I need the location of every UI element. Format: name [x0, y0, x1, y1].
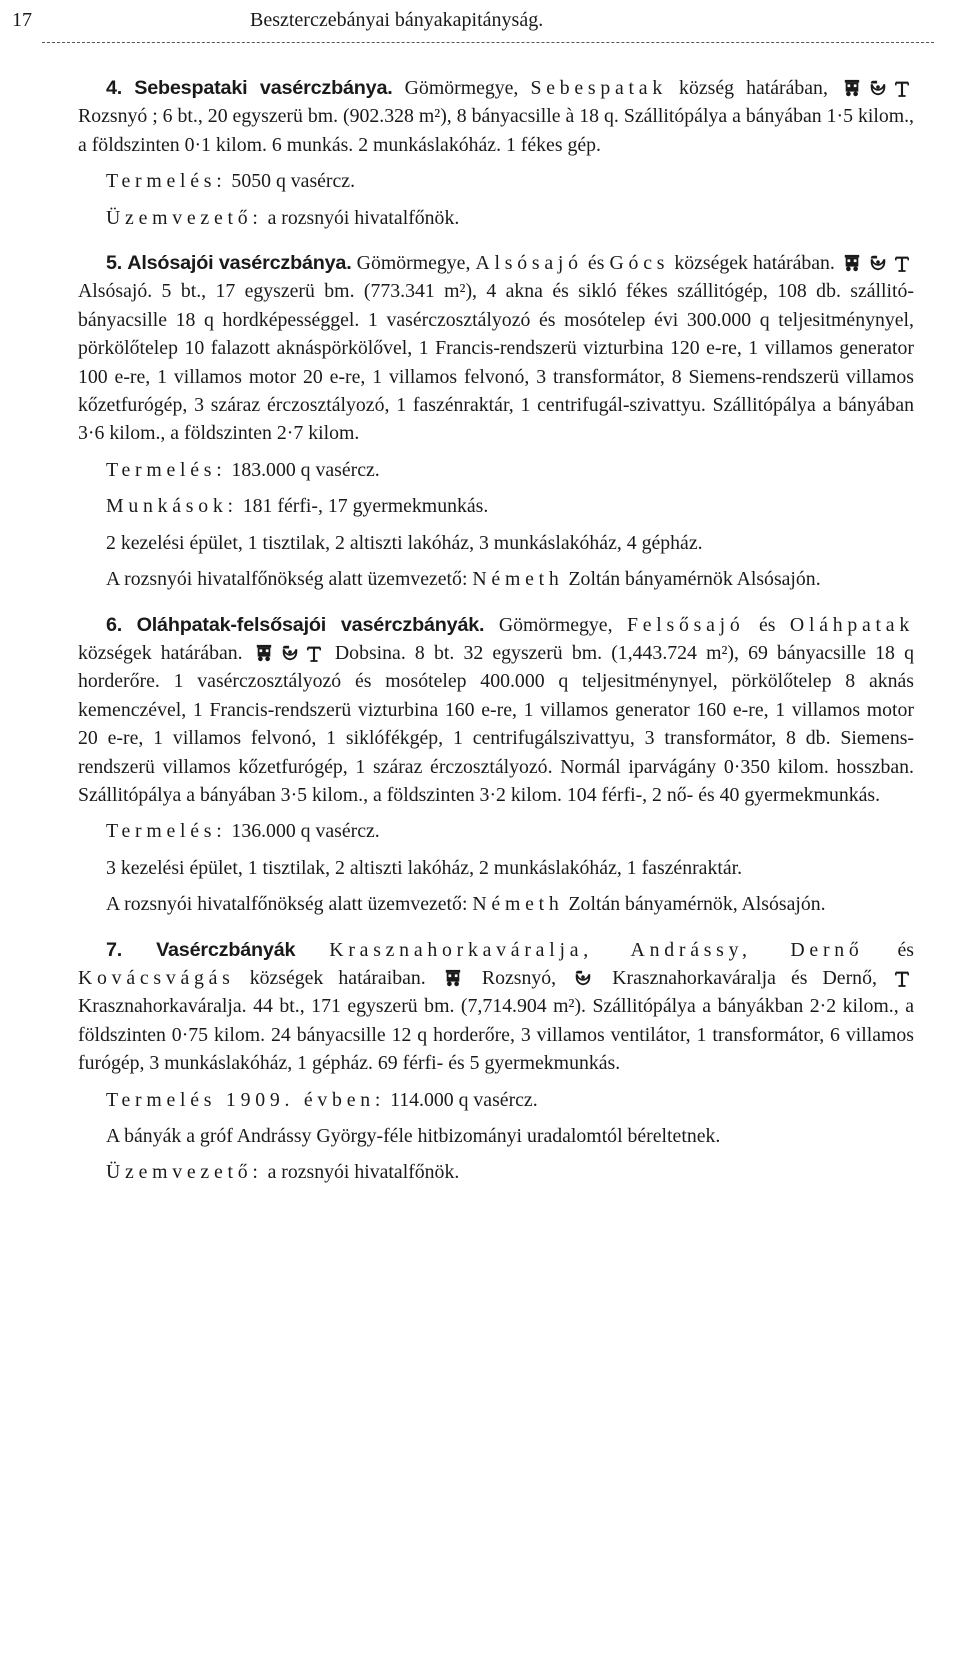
line-text: 181 férfi-, 17 gyermekmunkás.: [237, 495, 489, 518]
entry-name: Alsósajói vasérczbánya.: [127, 252, 352, 275]
spaced-name: Kovácsvágás: [78, 966, 235, 989]
entry-text: Gömörmegye,: [392, 77, 531, 99]
buildings-line: [78, 529, 914, 557]
running-title: Beszterczebányai bányakapitányság.: [250, 9, 544, 31]
line-label: Termelés:: [106, 170, 227, 193]
post-office-icon: [868, 79, 888, 97]
telegraph-icon: [894, 969, 910, 987]
entry-number: 5.: [106, 252, 123, 275]
page-number: 17: [12, 9, 32, 31]
telegraph-icon: [894, 254, 910, 272]
manager-line: [78, 1158, 914, 1186]
telegraph-icon: [894, 79, 910, 97]
entry-text: és: [863, 938, 914, 961]
train-station-icon: [254, 644, 274, 662]
manager-line: [78, 565, 914, 593]
line-text: 2 kezelési épület, 1 tisztilak, 2 altiszti lakóház, 3 munkáslakóház, 4 gépház.: [106, 531, 703, 554]
line-text: a rozsnyói hivatalfőnök.: [262, 1161, 460, 1184]
spaced-name: Németh: [472, 568, 564, 591]
spaced-name: Felsősajó: [627, 613, 745, 636]
line-label: Munkások:: [106, 495, 238, 518]
train-station-icon: [842, 254, 862, 272]
post-office-icon: [280, 644, 300, 662]
document-body: [78, 74, 914, 1204]
telegraph-icon: [306, 644, 322, 662]
entry-text: község határában,: [666, 77, 840, 99]
line-text: Zoltán bányamérnök Alsósajón.: [563, 568, 821, 591]
lease-line: [78, 1122, 914, 1150]
line-text: 136.000 q vasércz.: [226, 820, 380, 843]
entry-text: Krasznahorkaváralja. 44 bt., 171 egyszerü bm. (7,714.904 m²). Szállitópálya a bányákban 2·2 kilom., a földszinten 0·75 kilom. 24 bányacsille 12 q horderőre, 3 villamos ventilátor, 1 transformátor, 6 villamos furógép, 3 munkáslakóház, 1 gépház. 69 férfi- és 5 gyermekmunkás.: [78, 995, 914, 1075]
entry-text: Dobsina. 8 bt. 32 egyszerü bm. (1,443.724 m²), 69 bányacsille 18 q horderőre. 1 vasérczosztályozó és mosótelep 400.000 q teljesitménynyel, pörkölőtelep 8 aknás kemenczével, 1 Francis-rendszerü vizturbina 160 e-re, 1 villamos generator 160 e-re, 1 villamos motor 20 e-re, 1 villamos felvonó, 1 siklófékgép, 1 centrifugálszivattyu, 3 transformátor, 8 db. Siemens-rendszerü villamos kőzetfurógép, 1 száraz érczosztályozó. Normál iparvágány 0·350 kilom. hosszban. Szállitópálya a bányában 3·5 kilom., a földszinten 3·2 kilom. 104 férfi-, 2 nő- és 40 gyermekmunkás.: [78, 641, 914, 806]
entry-text: községek határában.: [78, 641, 252, 664]
entry-paragraph: [78, 74, 914, 159]
line-text: 5050 q vasércz.: [226, 170, 356, 193]
entry-6: [78, 611, 914, 919]
entry-text: és: [744, 613, 790, 636]
entry-number: 4.: [106, 77, 123, 99]
entry-5: [78, 249, 914, 593]
line-text: 3 kezelési épület, 1 tisztilak, 2 altiszti lakóház, 2 munkáslakóház, 1 faszénraktár.: [106, 856, 743, 879]
train-station-icon: [842, 79, 862, 97]
entry-number: 7.: [106, 938, 123, 961]
entry-text: községek határaiban.: [234, 966, 441, 989]
line-text: A bányák a gróf Andrássy György-féle hitbizományi uradalomtól béreltetnek.: [106, 1125, 721, 1147]
entry-text: Rozsnyó,: [466, 966, 572, 989]
line-text: Zoltán bányamérnök, Alsósajón.: [563, 893, 826, 916]
production-line: [78, 456, 914, 484]
spaced-name: Sebespatak: [530, 77, 667, 99]
manager-line: [78, 890, 914, 918]
line-text: 183.000 q vasércz.: [226, 458, 380, 481]
line-label: Üzemvezető:: [106, 206, 263, 229]
entry-number: 6.: [106, 613, 123, 636]
production-line: [78, 817, 914, 845]
entry-paragraph: [78, 249, 914, 448]
entry-text: Rozsnyó ; 6 bt., 20 egyszerü bm. (902.328 m²), 8 bányacsille à 18 q. Szállitópálya a bányában 1·5 kilom., a földszinten 0·1 kilom. 6 munkás. 2 munkáslakóház. 1 fékes gép.: [78, 105, 914, 156]
entry-paragraph: [78, 611, 914, 810]
workers-line: [78, 492, 914, 520]
line-text: a rozsnyói hivatalfőnök.: [262, 206, 460, 229]
train-station-icon: [443, 969, 463, 987]
spaced-name: Gócs: [609, 252, 670, 275]
spaced-name: Oláhpatak: [789, 613, 914, 636]
entry-name: Vasérczbányák: [156, 938, 296, 961]
entry-paragraph: [78, 936, 914, 1078]
line-text: A rozsnyói hivatalfőnökség alatt üzemvezető:: [106, 893, 473, 916]
line-label: Termelés 1909. évben:: [106, 1088, 386, 1111]
entry-text: Alsósajó. 5 bt., 17 egyszerü bm. (773.341 m²), 4 akna és sikló fékes szállitógép, 108 db. szállitó-bányacsille 18 q hordképességgel. 1 vasérczosztályozó és mosótelep évi 300.000 q teljesitménynyel, pörkölőtelep 10 falazott aknáspörkölővel, 1 Francis-rendszerü vizturbina 120 e-re, 1 villamos generator 100 e-re, 1 villamos motor 20 e-re, 1 villamos felvonó, 3 transformátor, 8 Siemens-rendszerü villamos kőzetfurógép, 3 száraz érczosztályozó, 1 faszénraktár, 1 centrifugál-szivattyu. Szállitópálya a bányában 3·6 kilom., a földszinten 2·7 kilom.: [78, 280, 914, 445]
spaced-name: Alsósajó: [475, 252, 583, 275]
buildings-line: [78, 854, 914, 882]
line-text: 114.000 q vasércz.: [385, 1088, 538, 1111]
production-line: [78, 1086, 914, 1114]
entry-text: Gömörmegye,: [351, 252, 476, 275]
entry-text: Krasznahorkaváralja és Dernő,: [597, 966, 892, 989]
entry-text: [295, 939, 329, 961]
manager-line: [78, 204, 914, 232]
post-office-icon: [573, 969, 593, 987]
spaced-name: Németh: [472, 893, 564, 916]
entry-text: községek határában.: [669, 252, 840, 275]
line-text: A rozsnyói hivatalfőnökség alatt üzemvezető:: [106, 568, 473, 591]
line-label: Termelés:: [106, 458, 227, 481]
entry-name: Sebespataki vasérczbánya.: [134, 77, 393, 99]
entry-name: Oláhpatak-felsősajói vasérczbányák.: [136, 613, 485, 636]
line-label: Termelés:: [106, 820, 227, 843]
post-office-icon: [868, 254, 888, 272]
entry-text: és: [582, 252, 610, 275]
entry-7: [78, 936, 914, 1187]
production-line: [78, 167, 914, 195]
running-header: [0, 0, 960, 48]
entry-text: Gömörmegye,: [484, 613, 627, 636]
entry-4: [78, 74, 914, 232]
spaced-name: Krasznahorkaváralja, Andrássy, Dernő: [329, 938, 864, 961]
header-rule: [42, 42, 934, 43]
line-label: Üzemvezető:: [106, 1161, 263, 1184]
